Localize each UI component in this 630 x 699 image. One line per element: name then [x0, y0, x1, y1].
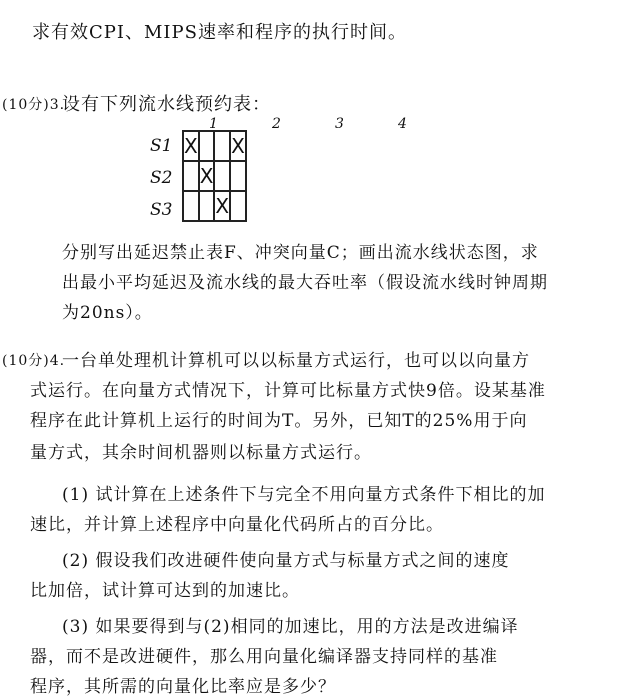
column-header-2: 2: [272, 116, 281, 132]
table-cell: X: [183, 131, 199, 161]
question-4-marker: (10分)4.: [2, 353, 66, 369]
q4-sub3-line-1: (3) 如果要得到与(2)相同的加速比，用的方法是改进编译: [62, 617, 519, 637]
q4-sub3-line-2: 器，而不是改进硬件，那么用向量化编译器支持同样的基准: [30, 647, 498, 667]
row-label-s3: S3: [150, 200, 173, 220]
table-cell: [199, 191, 215, 221]
q4-sub1-line-1: (1) 试计算在上述条件下与完全不用向量方式条件下相比的加: [62, 485, 546, 505]
column-header-4: 4: [398, 116, 407, 132]
q4-sub1-line-2: 速比，并计算上述程序中向量化代码所占的百分比。: [30, 515, 444, 535]
table-cell: [230, 191, 246, 221]
q4-line-4: 量方式，其余时间机器则以标量方式运行。: [30, 443, 372, 463]
reservation-grid: [182, 130, 247, 222]
row-label-s2: S2: [150, 168, 173, 188]
row-labels: [150, 130, 172, 226]
q3-line-1: 分别写出延迟禁止表F、冲突向量C；画出流水线状态图，求: [62, 243, 539, 263]
column-header-3: 3: [335, 116, 344, 132]
question-3-marker: (10分)3.: [2, 97, 66, 113]
table-cell: [214, 161, 230, 191]
q3-line-3: 为20ns）。: [62, 303, 153, 323]
q4-line-3: 程序在此计算机上运行的时间为T。另外，已知T的25%用于向: [30, 411, 528, 431]
q4-line-1: 一台单处理机计算机可以以标量方式运行，也可以以向量方: [62, 351, 530, 371]
q3-line-2: 出最小平均延迟及流水线的最大吞吐率（假设流水线时钟周期: [62, 273, 548, 293]
table-cell: [214, 131, 230, 161]
q4-line-2: 式运行。在向量方式情况下，计算可比标量方式快9倍。设某基准: [30, 381, 546, 401]
table-cell: X: [199, 161, 215, 191]
q4-sub2-line-2: 比加倍，试计算可达到的加速比。: [30, 581, 300, 601]
table-row: [183, 191, 246, 221]
q4-sub3-line-3: 程序，其所需的向量化比率应是多少？: [30, 677, 336, 697]
table-row: [183, 131, 246, 161]
table-cell: X: [214, 191, 230, 221]
table-cell: [199, 131, 215, 161]
table-cell: [183, 161, 199, 191]
table-row: [183, 161, 246, 191]
column-headers: [182, 116, 434, 130]
table-cell: X: [230, 131, 246, 161]
row-label-s1: S1: [150, 136, 173, 156]
q4-sub2-line-1: (2) 假设我们改进硬件使向量方式与标量方式之间的速度: [62, 551, 510, 571]
table-cell: [230, 161, 246, 191]
question-3-text: 设有下列流水线预约表：: [62, 94, 271, 115]
table-cell: [183, 191, 199, 221]
line-intro: 求有效CPI、MIPS速率和程序的执行时间。: [32, 22, 407, 43]
column-header-1: 1: [209, 116, 218, 132]
